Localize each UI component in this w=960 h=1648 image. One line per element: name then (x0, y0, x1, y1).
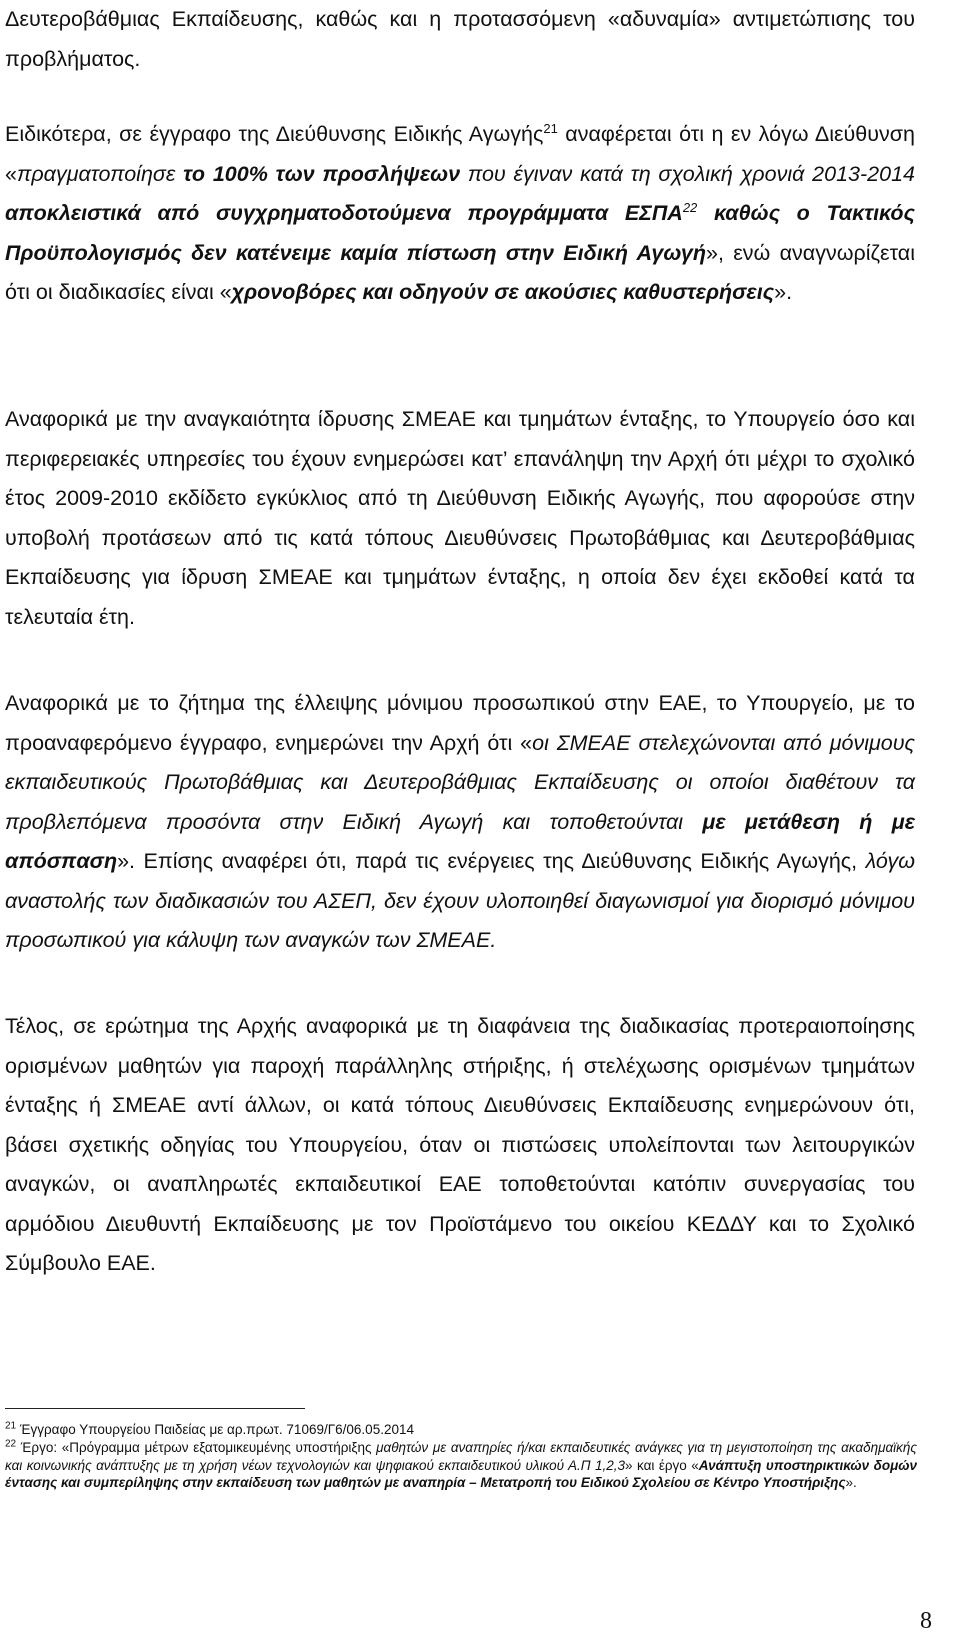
paragraph-text: Τέλος, σε ερώτημα της Αρχής αναφορικά με τη διαφάνεια της διαδικασίας προτεραιοποίησης ορισμένων μαθητών για παροχή παράλληλης στήριξης, ή στελέχωσης ορισμένων τμημάτων ένταξης ή ΣΜΕΑΕ αντί άλλων, οι κατά τόπους Διευθύνσεις Εκπαίδευσης ενημερώνουν ότι, βάσει σχετικής οδηγίας του Υπουργείου, όταν οι πιστώσεις υπολείπονται των λειτουργικών αναγκών, οι αναπληρωτές εκπαιδευτικοί ΕΑΕ τοποθετούνται κατόπιν συνεργασίας του αρμόδιου Διευθυντή Εκπαίδευσης με τον Προϊστάμενο του οικείου ΚΕΔΔΥ και το Σχολικό Σύμβουλο ΕΑΕ. (5, 1014, 915, 1275)
footnote-text: Έγγραφο Υπουργείου Παιδείας με αρ.πρωτ. 71069/Γ6/06.05.2014 (16, 1422, 414, 1437)
italic-text: που έγιναν κατά τη σχολική χρονιά 2013-2014 (460, 161, 915, 186)
italic-text: μαθητών με αναπηρίες ή/και εκπαιδευτικές ανάγκες για τη μεγιστοποίηση της ακαδημαϊκής και κοινωνικής ανάπτυξης με τη χρήση νέων τεχνολογιών και ψηφιακού εκπαιδευτικού υλικού Α.Π 1,2,3 (5, 1440, 917, 1473)
italic-text: πραγματοποίησε (16, 161, 184, 186)
footnote-text: » και έργο « (625, 1457, 699, 1473)
text-run: Ειδικότερα, σε έγγραφο της Διεύθυνσης Ειδικής Αγωγής (5, 122, 544, 146)
italic-text: οι ΣΜΕΑΕ στελεχώνονται από μόνιμους εκπαιδευτικούς Πρωτοβάθμιας και Δευτεροβάθμιας Εκπαίδευσης οι οποίοι διαθέτουν τα προβλεπόμενα προσόντα στην Ειδική Αγωγή και τοποθετούνται (5, 730, 915, 834)
footnote-text: ». (845, 1475, 857, 1490)
paragraph-text: Δευτεροβάθμιας Εκπαίδευσης, καθώς και η προτασσόμενη «αδυναμία» αντιμετώπισης του προβλήματος. (5, 7, 915, 71)
footnote-separator (5, 1408, 305, 1409)
page-number: 8 (920, 1608, 932, 1634)
footnote-text: Έργο: «Πρόγραμμα μέτρων εξατομικευμένης υποστήριξης (16, 1440, 377, 1455)
bold-italic-text: χρονοβόρες και οδηγούν σε ακούσιες καθυστερήσεις (231, 280, 775, 304)
footnote-ref-21[interactable]: 21 (543, 120, 558, 136)
bold-italic-text: το 100% των προσλήψεων (183, 161, 461, 186)
footnote-22 (5, 1439, 917, 1492)
paragraph-smeae-founding (5, 400, 915, 637)
paragraph-transparency (5, 1007, 915, 1284)
text-run: Αναφορικά με το ζήτημα της έλλειψης μόνιμου προσωπικού στην ΕΑΕ, το Υπουργείο, με το προαναφερόμενο έγγραφο, ενημερώνει την Αρχή ότι « (5, 691, 915, 755)
bold-italic-text: με μετάθεση ή με απόσπαση (5, 809, 916, 873)
bold-italic-text: αποκλειστικά από συγχρηματοδοτούμενα προγράμματα ΕΣΠΑ (5, 201, 683, 225)
footnote-ref-22[interactable]: 22 (682, 199, 698, 215)
paragraph-continuation (5, 0, 915, 79)
paragraph-funding (5, 115, 915, 313)
bold-italic-text: Ανάπτυξη υποστηρικτικών δομών έντασης και συμπερίληψης στην εκπαίδευση των μαθητών με αναπηρία – Μετατροπή του Ειδικού Σχολείου σε Κέντρο Υποστήριξης (5, 1457, 917, 1490)
bold-italic-text: καθώς ο Τακτικός Προϋπολογισμός δεν κατένειμε καμία πίστωση στην Ειδική Αγωγή (5, 201, 915, 265)
text-run: ». Επίσης αναφέρει ότι, παρά τις ενέργειες της Διεύθυνσης Ειδικής Αγωγής, (117, 849, 866, 873)
footnote-number: 21 (5, 1420, 17, 1432)
text-run: », ενώ αναγνωρίζεται ότι οι διαδικασίες είναι « (5, 240, 915, 304)
italic-text: λόγω αναστολής των διαδικασιών του ΑΣΕΠ, δεν έχουν υλοποιηθεί διαγωνισμοί για διορισμό μόνιμου προσωπικού για κάλυψη των αναγκών των ΣΜΕΑΕ. (5, 849, 915, 952)
footnote-21 (5, 1421, 917, 1439)
text-run: ». (774, 280, 793, 304)
text-run: αναφέρεται ότι η εν λόγω Διεύθυνση « (5, 122, 915, 186)
paragraph-staff-shortage (5, 684, 915, 961)
footnote-number: 22 (5, 1438, 17, 1450)
paragraph-text: Αναφορικά με την αναγκαιότητα ίδρυσης ΣΜΕΑΕ και τμημάτων ένταξης, το Υπουργείο όσο και περιφερειακές υπηρεσίες του έχουν ενημερώσει κατ’ επανάληψη την Αρχή ότι μέχρι το σχολικό έτος 2009-2010 εκδίδετο εγκύκλιος από τη Διεύθυνση Ειδικής Αγωγής, που αφορούσε στην υποβολή προτάσεων από τις κατά τόπους Διευθύνσεις Πρωτοβάθμιας και Δευτεροβάθμιας Εκπαίδευσης για ίδρυση ΣΜΕΑΕ και τμημάτων ένταξης, η οποία δεν έχει εκδοθεί κατά τα τελευταία έτη. (5, 407, 915, 629)
